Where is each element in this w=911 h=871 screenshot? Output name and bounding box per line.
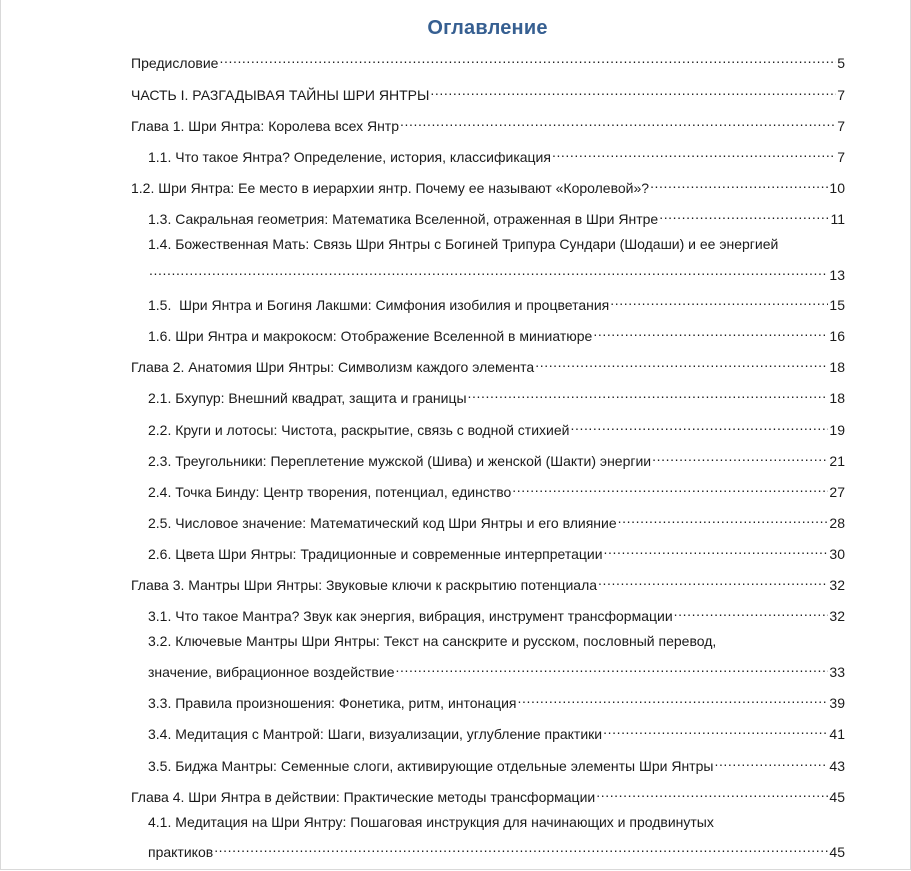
- toc-entry-section-1-2[interactable]: [131, 171, 845, 196]
- toc-entry-preface[interactable]: [131, 46, 845, 71]
- toc-entry-section-3-4[interactable]: [148, 717, 845, 742]
- toc-leader-dots: [714, 749, 828, 771]
- toc-entry-page: 32: [829, 608, 845, 624]
- toc-entry-section-3-3[interactable]: [148, 686, 845, 711]
- toc-entry-page: 18: [829, 390, 845, 406]
- toc-leader-dots: [214, 835, 828, 857]
- toc-entry-text-continued: практиков: [148, 844, 214, 860]
- toc-entry-section-1-3[interactable]: [148, 202, 845, 227]
- toc-entry-text: 1.2. Шри Янтра: Ее место в иерархии янтр. Почему ее называют «Королевой»?: [131, 180, 650, 196]
- toc-leader-dots: [593, 319, 828, 341]
- toc-entry-text: 2.4. Точка Бинду: Центр творения, потенциал, единство: [148, 484, 512, 500]
- toc-leader-dots: [535, 350, 828, 372]
- toc-entry-section-2-3[interactable]: [148, 444, 845, 469]
- toc-entry-text: 3.3. Правила произношения: Фонетика, ритм, интонация: [148, 695, 517, 711]
- toc-entry-chapter-2[interactable]: [131, 350, 845, 375]
- toc-entry-text: 1.5. Шри Янтра и Богиня Лакшми: Симфония изобилия и процветания: [148, 297, 610, 313]
- toc-entry-section-2-1[interactable]: [148, 381, 845, 406]
- toc-entry-text: Глава 1. Шри Янтра: Королева всех Янтр: [131, 118, 400, 134]
- toc-leader-dots: [618, 506, 829, 528]
- toc-entry-text: 3.1. Что такое Мантра? Звук как энергия, вибрация, инструмент трансформации: [148, 608, 673, 624]
- toc-entry-page: 7: [837, 87, 845, 103]
- toc-entry-page: 19: [829, 422, 845, 438]
- toc-entry-chapter-3[interactable]: [131, 568, 845, 593]
- toc-entry-section-3-2[interactable]: [148, 655, 845, 680]
- toc-entry-page: 30: [829, 546, 845, 562]
- toc-leader-dots: [603, 717, 828, 739]
- toc-entry-page: 13: [829, 267, 845, 283]
- toc-entry-text: 2.2. Круги и лотосы: Чистота, раскрытие, связь с водной стихией: [148, 422, 570, 438]
- toc-leader-dots: [596, 780, 828, 802]
- toc-entry-text: Глава 3. Мантры Шри Янтры: Звуковые ключи к раскрытию потенциала: [131, 577, 598, 593]
- toc-entry-page: 39: [829, 695, 845, 711]
- toc-entry-text: 2.1. Бхупур: Внешний квадрат, защита и границы: [148, 390, 467, 406]
- toc-entry-page: 15: [829, 297, 845, 313]
- toc-entry-section-1-4-line1[interactable]: 1.4. Божественная Мать: Связь Шри Янтры с Богиней Трипура Сундари (Шодаши) и ее энергией: [148, 236, 779, 252]
- toc-leader-dots: [430, 78, 836, 100]
- toc-entry-section-4-1[interactable]: [148, 835, 845, 860]
- toc-entry-page: 45: [829, 789, 845, 805]
- toc-entry-page: 11: [830, 211, 845, 227]
- toc-entry-text-continued: значение, вибрационное воздействие: [148, 664, 395, 680]
- toc-entry-text: 3.5. Биджа Мантры: Семенные слоги, активирующие отдельные элементы Шри Янтры: [148, 758, 714, 774]
- toc-leader-dots: [552, 140, 836, 162]
- toc-entry-section-2-6[interactable]: [148, 537, 845, 562]
- toc-leader-dots: [598, 568, 828, 590]
- toc-leader-dots: [512, 475, 828, 497]
- toc-leader-dots: [659, 202, 829, 224]
- toc-entry-text: 2.5. Числовое значение: Математический код Шри Янтры и его влияние: [148, 515, 617, 531]
- toc-entry-text: 3.4. Медитация с Мантрой: Шаги, визуализации, углубление практики: [148, 726, 603, 742]
- toc-entry-page: 18: [829, 359, 845, 375]
- toc-leader-dots: [570, 413, 828, 435]
- toc-entry-page: 7: [837, 149, 845, 165]
- toc-entry-section-1-1[interactable]: [148, 140, 845, 165]
- toc-entry-page: 27: [829, 484, 845, 500]
- toc-entry-text: Глава 4. Шри Янтра в действии: Практические методы трансформации: [131, 789, 596, 805]
- toc-heading: Оглавление: [427, 17, 548, 39]
- toc-entry-section-2-4[interactable]: [148, 475, 845, 500]
- toc-entry-page: 7: [837, 118, 845, 134]
- toc-entry-page: 43: [829, 758, 845, 774]
- toc-leader-dots: [604, 537, 829, 559]
- toc-leader-dots: [400, 109, 836, 131]
- toc-entry-section-1-6[interactable]: [148, 319, 845, 344]
- toc-entry-page: 41: [829, 726, 845, 742]
- toc-entry-section-2-5[interactable]: [148, 506, 845, 531]
- toc-entry-text: Глава 2. Анатомия Шри Янтры: Символизм каждого элемента: [131, 359, 535, 375]
- toc-entry-page: 32: [829, 577, 845, 593]
- toc-entry-page: 21: [829, 453, 845, 469]
- toc-entry-text: 1.3. Сакральная геометрия: Математика Вселенной, отраженная в Шри Янтре: [148, 211, 659, 227]
- toc-leader-dots: [468, 381, 829, 403]
- toc-entry-page: 33: [829, 664, 845, 680]
- toc-leader-dots: [674, 599, 829, 621]
- toc-entry-page: 45: [829, 844, 845, 860]
- toc-entry-section-1-5[interactable]: [148, 288, 845, 313]
- toc-entry-part-1[interactable]: [131, 78, 845, 103]
- toc-entry-page: 5: [837, 55, 845, 71]
- toc-entry-section-4-1-line1[interactable]: 4.1. Медитация на Шри Янтру: Пошаговая инструкция для начинающих и продвинутых: [148, 814, 714, 830]
- toc-entry-text: 2.3. Треугольники: Переплетение мужской (Шива) и женской (Шакти) энергии: [148, 453, 652, 469]
- toc-entry-text: Предисловие: [131, 55, 219, 71]
- toc-entry-section-3-5[interactable]: [148, 749, 845, 774]
- toc-entry-section-1-4[interactable]: [148, 258, 845, 283]
- toc-leader-dots: [395, 655, 828, 677]
- toc-entry-page: 10: [829, 180, 845, 196]
- toc-leader-dots: [610, 288, 828, 310]
- toc-entry-chapter-1[interactable]: [131, 109, 845, 134]
- toc-entry-section-3-1[interactable]: [148, 599, 845, 624]
- toc-leader-dots: [650, 171, 828, 193]
- toc-leader-dots: [517, 686, 828, 708]
- toc-leader-dots: [149, 258, 828, 280]
- toc-entry-section-3-2-line1[interactable]: 3.2. Ключевые Мантры Шри Янтры: Текст на санскрите и русском, пословный перевод,: [148, 633, 717, 649]
- toc-entry-section-2-2[interactable]: [148, 413, 845, 438]
- toc-entry-text: ЧАСТЬ I. РАЗГАДЫВАЯ ТАЙНЫ ШРИ ЯНТРЫ: [131, 87, 430, 103]
- toc-entry-chapter-4[interactable]: [131, 780, 845, 805]
- toc-entry-page: 28: [829, 515, 845, 531]
- toc-entry-text: 1.6. Шри Янтра и макрокосм: Отображение Вселенной в миниатюре: [148, 328, 593, 344]
- toc-leader-dots: [652, 444, 828, 466]
- toc-leader-dots: [219, 46, 836, 68]
- toc-entry-text: 1.1. Что такое Янтра? Определение, история, классификация: [148, 149, 551, 165]
- toc-entry-page: 16: [829, 328, 845, 344]
- toc-entry-text: 2.6. Цвета Шри Янтры: Традиционные и современные интерпретации: [148, 546, 603, 562]
